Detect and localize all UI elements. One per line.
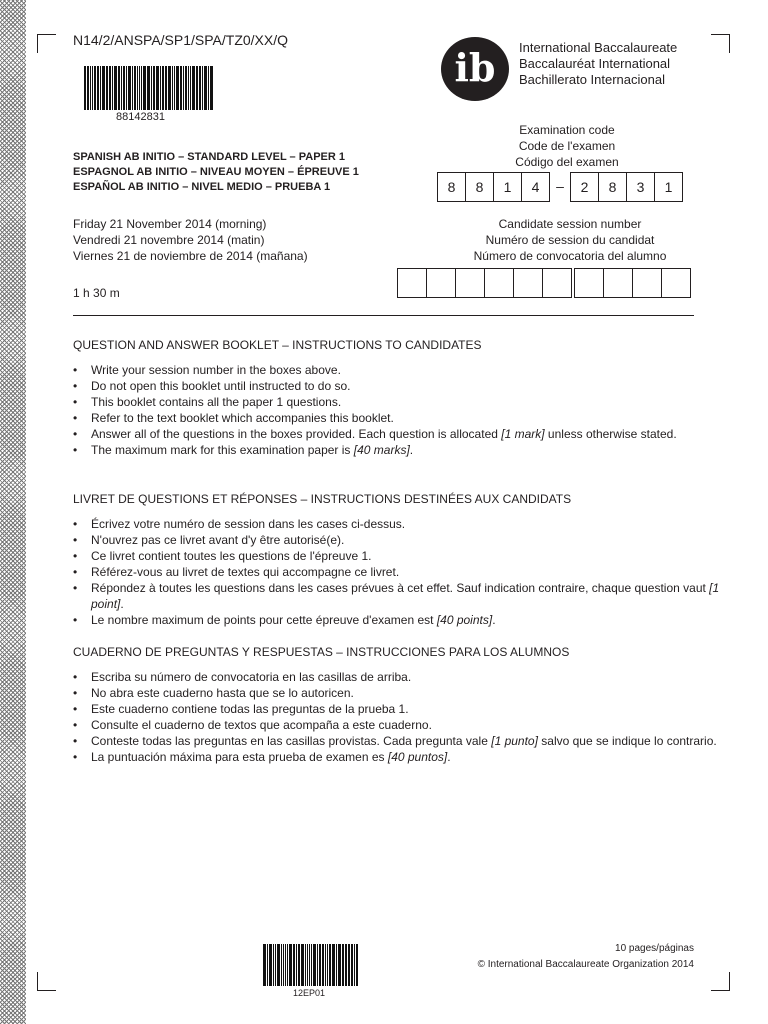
barcode-bar xyxy=(336,944,338,986)
instruction-item xyxy=(73,717,723,733)
instruction-item xyxy=(73,394,723,410)
instruction-item xyxy=(73,378,723,394)
exam-code-separator: – xyxy=(556,178,564,194)
instructions-fr-list xyxy=(73,516,723,628)
instruction-text: This booklet contains all the paper 1 questions. xyxy=(91,395,342,409)
barcode-bar xyxy=(94,66,96,110)
instruction-item xyxy=(73,612,723,628)
barcode-bar xyxy=(109,66,111,110)
barcode-bar xyxy=(263,944,266,986)
instruction-mark-note: [40 marks] xyxy=(353,443,410,457)
brand-line-es: Bachillerato Internacional xyxy=(519,72,665,87)
subject-title-fr: ESPAGNOL AB INITIO – NIVEAU MOYEN – ÉPREUVE 1 xyxy=(73,166,359,178)
instruction-text: No abra este cuaderno hasta que se lo autoricen. xyxy=(91,686,354,700)
barcode-bar xyxy=(90,66,91,110)
barcode-bar xyxy=(289,944,292,986)
barcode-bar xyxy=(112,66,113,110)
instructions-es-title: CUADERNO DE PREGUNTAS Y RESPUESTAS – INSTRUCCIONES PARA LOS ALUMNOS xyxy=(73,645,570,659)
crop-mark-bottom-left xyxy=(37,972,56,991)
barcode-bar xyxy=(309,944,310,986)
barcode-bar xyxy=(100,66,101,110)
barcode-bar xyxy=(128,66,131,110)
barcode-bar xyxy=(156,66,159,110)
instruction-text: Consulte el cuaderno de textos que acompaña a este cuaderno. xyxy=(91,718,432,732)
barcode-bar xyxy=(106,66,108,110)
barcode-bar xyxy=(118,66,120,110)
barcode-bar xyxy=(269,944,272,986)
barcode-bar xyxy=(338,944,341,986)
barcode-bar xyxy=(273,944,275,986)
instruction-item xyxy=(73,733,723,749)
instruction-item xyxy=(73,685,723,701)
instruction-item xyxy=(73,701,723,717)
instruction-item xyxy=(73,669,723,685)
barcode-bar xyxy=(143,66,146,110)
session-number-box[interactable] xyxy=(513,268,543,298)
instructions-en-title: QUESTION AND ANSWER BOOKLET – INSTRUCTIONS TO CANDIDATES xyxy=(73,338,482,352)
exam-code-digit: 8 xyxy=(437,172,466,202)
barcode-bar xyxy=(153,66,155,110)
barcode-bar xyxy=(311,944,313,986)
instruction-text: Este cuaderno contiene todas las preguntas de la prueba 1. xyxy=(91,702,409,716)
barcode-bar xyxy=(114,66,117,110)
barcode-bar xyxy=(281,944,282,986)
barcode-bar xyxy=(354,944,356,986)
instruction-text-tail: . xyxy=(409,443,414,457)
subject-title-es: ESPAÑOL AB INITIO – NIVEL MEDIO – PRUEBA 1 xyxy=(73,181,331,193)
instruction-text: Conteste todas las preguntas en las casillas provistas. Cada pregunta vale xyxy=(91,734,492,748)
exam-code-digit: 2 xyxy=(570,172,599,202)
instruction-item xyxy=(73,410,723,426)
barcode-bar xyxy=(342,944,345,986)
instructions-es-list xyxy=(73,669,723,765)
instruction-text-tail: unless otherwise stated. xyxy=(544,427,677,441)
barcode-top xyxy=(84,66,214,110)
barcode-bar xyxy=(283,944,284,986)
crop-mark-top-left xyxy=(37,34,56,53)
instruction-text: Answer all of the questions in the boxes provided. Each question is allocated xyxy=(91,427,502,441)
session-number-box[interactable] xyxy=(484,268,514,298)
barcode-bar xyxy=(202,66,203,110)
crop-mark-top-right xyxy=(711,34,730,53)
barcode-bar xyxy=(176,66,179,110)
session-number-box[interactable] xyxy=(397,268,427,298)
instructions-en-list xyxy=(73,362,723,458)
session-number-box[interactable] xyxy=(542,268,572,298)
barcode-bar xyxy=(192,66,195,110)
barcode-bar xyxy=(329,944,332,986)
exam-code-label-es: Código del examen xyxy=(515,155,619,169)
instructions-fr xyxy=(73,492,723,628)
instruction-mark-note: [40 puntos] xyxy=(387,750,448,764)
instruction-text: N'ouvrez pas ce livret avant d'y être autorisé(e). xyxy=(91,533,345,547)
instruction-text: Escriba su número de convocatoria en las casillas de arriba. xyxy=(91,670,412,684)
barcode-bar xyxy=(301,944,304,986)
instruction-text: Refer to the text booklet which accompanies this booklet. xyxy=(91,411,394,425)
barcode-bar xyxy=(293,944,296,986)
instruction-mark-note: [40 points] xyxy=(436,613,493,627)
barcode-bar xyxy=(188,66,189,110)
instruction-text: Référez-vous au livret de textes qui accompagne ce livret. xyxy=(91,565,400,579)
instruction-text: La puntuación máxima para esta prueba de examen es xyxy=(91,750,388,764)
barcode-bar xyxy=(123,66,125,110)
instruction-text-tail: . xyxy=(120,597,124,611)
barcode-top-number: 88142831 xyxy=(116,111,165,123)
barcode-bar xyxy=(204,66,207,110)
barcode-bar xyxy=(327,944,328,986)
barcode-bar xyxy=(151,66,152,110)
exam-code-digit: 8 xyxy=(465,172,494,202)
session-number-box[interactable] xyxy=(603,268,633,298)
exam-code-digit: 1 xyxy=(493,172,522,202)
subject-title-en: SPANISH AB INITIO – STANDARD LEVEL – PAPER 1 xyxy=(73,151,345,163)
copyright: © International Baccalaureate Organization 2014 xyxy=(477,959,694,970)
barcode-bar xyxy=(287,944,288,986)
exam-date-es: Viernes 21 de noviembre de 2014 (mañana) xyxy=(73,249,308,263)
instruction-text: Do not open this booklet until instructed to do so. xyxy=(91,379,351,393)
brand-line-fr: Baccalauréat International xyxy=(519,56,671,71)
exam-code-label-fr: Code de l'examen xyxy=(518,139,616,153)
barcode-bar xyxy=(208,66,209,110)
barcode-bar xyxy=(139,66,140,110)
barcode-bar xyxy=(307,944,308,986)
barcode-bar xyxy=(132,66,133,110)
exam-dates xyxy=(73,216,308,264)
page-count: 10 pages/páginas xyxy=(615,943,694,954)
instruction-text: Écrivez votre numéro de session dans les cases ci-dessus. xyxy=(91,517,406,531)
instruction-text: Le nombre maximum de points pour cette épreuve d'examen est xyxy=(91,613,437,627)
barcode-bar xyxy=(196,66,198,110)
instruction-text: Write your session number in the boxes above. xyxy=(91,363,341,377)
exam-code-digit: 8 xyxy=(598,172,627,202)
exam-code-labels xyxy=(440,122,694,170)
barcode-bar xyxy=(162,66,164,110)
candidate-session-label-es: Número de convocatoria del alumno xyxy=(473,249,667,263)
barcode-bar xyxy=(356,944,358,986)
barcode-bar xyxy=(180,66,182,110)
barcode-bar xyxy=(102,66,105,110)
barcode-bar xyxy=(168,66,171,110)
barcode-bottom xyxy=(263,944,359,986)
exam-date-fr: Vendredi 21 novembre 2014 (matin) xyxy=(73,233,265,247)
instruction-text-tail: . xyxy=(447,750,451,764)
brand-line-en: International Baccalaureate xyxy=(519,40,678,55)
barcode-bar xyxy=(183,66,184,110)
barcode-bar xyxy=(313,944,316,986)
instruction-text-tail: salvo que se indique lo contrario. xyxy=(537,734,717,748)
exam-code-digit: 3 xyxy=(626,172,655,202)
barcode-bar xyxy=(190,66,191,110)
candidate-session-boxes[interactable] xyxy=(398,268,691,298)
barcode-bar xyxy=(267,944,269,986)
barcode-bar xyxy=(348,944,350,986)
barcode-bar xyxy=(141,66,142,110)
barcode-bar xyxy=(126,66,127,110)
session-number-box[interactable] xyxy=(426,268,456,298)
barcode-bar xyxy=(325,944,326,986)
instruction-mark-note: [1 mark] xyxy=(501,427,545,441)
barcode-bar xyxy=(298,944,301,986)
session-number-box[interactable] xyxy=(632,268,662,298)
barcode-bar xyxy=(134,66,136,110)
barcode-bar xyxy=(199,66,201,110)
instruction-item xyxy=(73,749,723,765)
instruction-text: The maximum mark for this examination paper is xyxy=(91,443,354,457)
barcode-bar xyxy=(121,66,122,110)
instruction-item xyxy=(73,580,723,612)
exam-code-digit: 1 xyxy=(654,172,683,202)
barcode-bar xyxy=(351,944,353,986)
instruction-item xyxy=(73,362,723,378)
barcode-bar xyxy=(185,66,187,110)
brand-name xyxy=(519,40,677,88)
barcode-bar xyxy=(92,66,93,110)
barcode-bar xyxy=(345,944,347,986)
barcode-bar xyxy=(165,66,167,110)
barcode-bar xyxy=(160,66,161,110)
instruction-item xyxy=(73,532,723,548)
instructions-en xyxy=(73,338,723,458)
instruction-text-tail: . xyxy=(492,613,496,627)
exam-date-en: Friday 21 November 2014 (morning) xyxy=(73,217,267,231)
binding-strip xyxy=(0,0,26,1024)
barcode-bar xyxy=(305,944,306,986)
barcode-bar xyxy=(332,944,335,986)
barcode-bar xyxy=(87,66,89,110)
barcode-bar xyxy=(285,944,287,986)
barcode-bar xyxy=(319,944,320,986)
candidate-session-label-en: Candidate session number xyxy=(498,217,642,231)
exam-code-digit: 4 xyxy=(521,172,550,202)
page-footer xyxy=(440,941,694,973)
instruction-text: Ce livret contient toutes les questions de l'épreuve 1. xyxy=(91,549,372,563)
barcode-bar xyxy=(275,944,276,986)
barcode-bar xyxy=(210,66,213,110)
candidate-session-label-fr: Numéro de session du candidat xyxy=(485,233,655,247)
header-divider xyxy=(73,315,694,316)
barcode-bar xyxy=(317,944,318,986)
candidate-session-labels xyxy=(410,216,730,264)
instruction-item xyxy=(73,548,723,564)
barcode-bar xyxy=(296,944,297,986)
instruction-mark-note: [1 punto] xyxy=(491,734,538,748)
barcode-bar xyxy=(84,66,86,110)
logo-lettering: ib xyxy=(454,45,496,90)
instructions-fr-title: LIVRET DE QUESTIONS ET RÉPONSES – INSTRUCTIONS DESTINÉES AUX CANDIDATS xyxy=(73,492,572,506)
barcode-bar xyxy=(174,66,175,110)
instructions-es xyxy=(73,645,723,765)
instruction-item xyxy=(73,516,723,532)
barcode-bar xyxy=(137,66,139,110)
instruction-text: Répondez à toutes les questions dans les cases prévues à cet effet. Sauf indication contraire, chaque question vaut xyxy=(91,581,710,595)
instruction-item xyxy=(73,426,723,442)
session-number-box[interactable] xyxy=(455,268,485,298)
subject-titles xyxy=(73,150,359,195)
exam-code-boxes xyxy=(438,172,683,202)
crop-mark-bottom-right xyxy=(711,972,730,991)
ib-logo xyxy=(440,36,510,102)
instruction-item xyxy=(73,442,723,458)
exam-code-label-en: Examination code xyxy=(519,123,615,137)
instruction-mark-note: [1 point] xyxy=(91,581,720,611)
barcode-bar xyxy=(172,66,173,110)
barcode-bar xyxy=(97,66,99,110)
exam-duration: 1 h 30 m xyxy=(73,286,120,300)
barcode-bar xyxy=(147,66,150,110)
barcode-bar xyxy=(322,944,324,986)
barcode-bottom-number: 12EP01 xyxy=(293,988,326,998)
session-number-box[interactable] xyxy=(661,268,691,298)
instruction-item xyxy=(73,564,723,580)
barcode-bar xyxy=(277,944,280,986)
paper-reference: N14/2/ANSPA/SP1/SPA/TZ0/XX/Q xyxy=(73,32,289,48)
barcode-bar xyxy=(320,944,321,986)
session-number-box[interactable] xyxy=(574,268,604,298)
